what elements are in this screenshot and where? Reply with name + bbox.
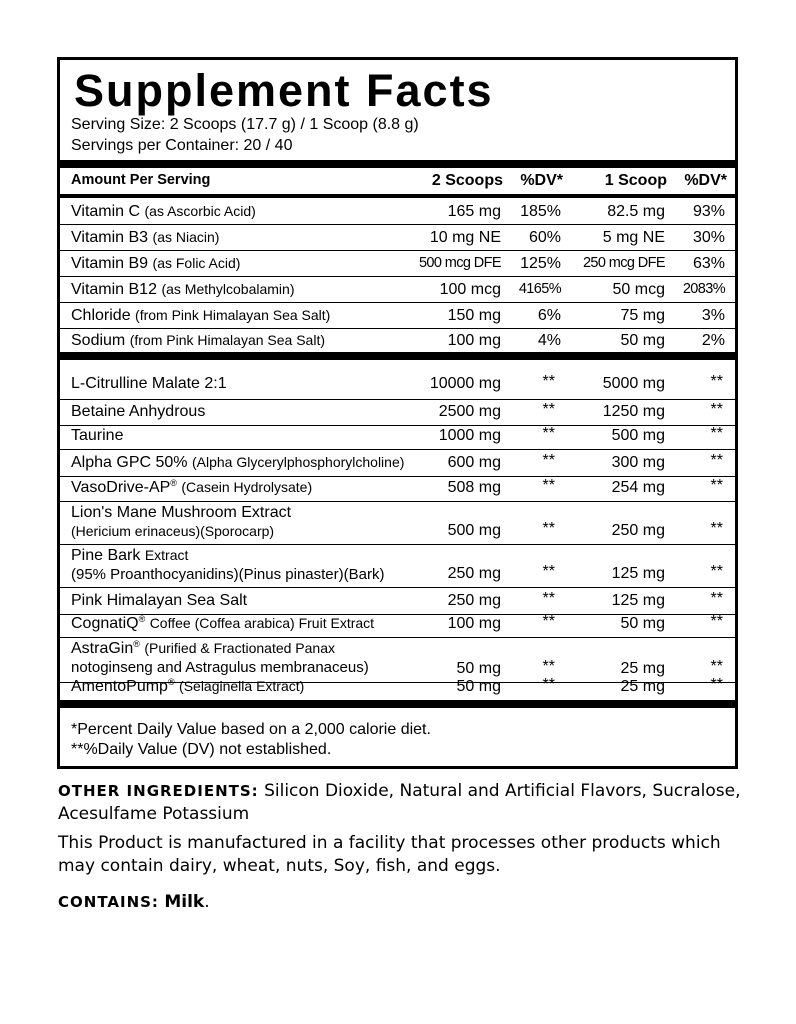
other-ingredients: [58, 780, 758, 826]
dv-2-scoops: **: [542, 658, 555, 675]
ingredient-name: [71, 640, 335, 658]
amount-2-scoops: 10000 mg: [429, 375, 501, 392]
dv-2-scoops: **: [542, 590, 555, 607]
other-ingredients-text: Silicon Dioxide, Natural and Artificial Flavors, Sucralose, Acesulfame Potassium: [58, 781, 741, 824]
serving-size: Serving Size: 2 Scoops (17.7 g) / 1 Scoop (8.8 g): [71, 116, 419, 133]
amount-2-scoops: 500 mg: [447, 522, 501, 539]
amount-per-serving-label: Amount Per Serving: [71, 172, 211, 188]
dv-2-scoops: **: [542, 425, 555, 442]
dv-1-scoop: **: [710, 613, 723, 630]
ingredient-row: [60, 544, 735, 587]
dv-1-scoop: **: [710, 676, 723, 693]
amount-1-scoop: 125 mg: [611, 565, 665, 582]
contains-end: .: [204, 892, 210, 912]
amount-2-scoops: 600 mg: [447, 454, 501, 471]
amount-2-scoops: 150 mg: [447, 307, 501, 324]
ingredient-row: [60, 614, 735, 637]
dv-2-scoops: **: [542, 373, 555, 390]
ingredient-name: [71, 403, 205, 421]
ingredient-detail-line2: (95% Proanthocyanidins)(Pinus pinaster)(Bark): [71, 566, 385, 583]
amount-1-scoop: 50 mg: [620, 332, 665, 349]
divider-thick: [60, 160, 735, 168]
nutrient-label: Chloride: [71, 307, 131, 324]
ingredient-label: AmentoPump: [71, 678, 168, 695]
amount-1-scoop: 500 mg: [611, 427, 665, 444]
dv-1-scoop: 3%: [701, 307, 725, 324]
amount-2-scoops: 100 mcg: [439, 281, 501, 298]
nutrient-source: (as Ascorbic Acid): [144, 203, 256, 219]
dv-2-scoops: 4%: [537, 332, 561, 349]
ingredient-detail: (Selaginella Extract): [179, 678, 305, 694]
dv-2-scoops: 125%: [520, 255, 561, 272]
servings-per-container: Servings per Container: 20 / 40: [71, 137, 293, 154]
vitamin-row: [60, 276, 735, 302]
vitamin-row: [60, 250, 735, 276]
amount-1-scoop: 5 mg NE: [602, 229, 665, 246]
nutrient-name: [71, 307, 330, 325]
amount-2-scoops: 165 mg: [447, 203, 501, 220]
ingredient-detail: (Purified & Fractionated Panax: [144, 640, 335, 656]
ingredient-name: [71, 592, 247, 610]
dv-1-scoop: **: [710, 452, 723, 469]
ingredient-label: Pink Himalayan Sea Salt: [71, 592, 248, 609]
amount-1-scoop: 75 mg: [620, 307, 665, 324]
amount-2-scoops: 50 mg: [456, 678, 501, 695]
vitamin-row: [60, 224, 735, 250]
ingredient-row: [60, 501, 735, 544]
amount-1-scoop: 1250 mg: [602, 403, 665, 420]
dv-2-scoops: 60%: [528, 229, 561, 246]
ingredient-label: Alpha GPC 50%: [71, 454, 188, 471]
column-header-row: [60, 169, 735, 194]
footnote-dv-not-established: **%Daily Value (DV) not established.: [71, 741, 332, 758]
registered-mark: ®: [138, 614, 146, 624]
amount-2-scoops: 50 mg: [456, 660, 501, 677]
col-dv2-header: %DV*: [684, 172, 727, 189]
amount-1-scoop: 300 mg: [611, 454, 665, 471]
amount-1-scoop: 250 mcg DFE: [582, 255, 665, 271]
ingredient-row: [60, 425, 735, 449]
registered-mark: ®: [170, 478, 177, 488]
ingredient-label: CognatiQ: [71, 615, 139, 632]
dv-2-scoops: **: [542, 520, 555, 537]
nutrient-name: [71, 332, 325, 350]
ingredient-label: Pine Bark: [71, 547, 141, 564]
dv-2-scoops: 4165%: [518, 281, 561, 297]
ingredient-name: [71, 504, 291, 522]
nutrient-source: (as Methylcobalamin): [161, 281, 295, 297]
facility-statement: This Product is manufactured in a facility that processes other products which may contain dairy, wheat, nuts, Soy, fish, and eggs.: [58, 833, 721, 876]
ingredient-row: [60, 476, 735, 501]
dv-1-scoop: **: [710, 425, 723, 442]
ingredient-detail: Extract: [144, 547, 189, 563]
ingredient-name: [71, 479, 312, 497]
ingredient-label: L-Citrulline Malate 2:1: [71, 375, 227, 392]
vitamin-row: [60, 198, 735, 224]
dv-1-scoop: 2%: [701, 332, 725, 349]
registered-mark: ®: [133, 639, 140, 649]
ingredient-name: [71, 678, 304, 696]
amount-1-scoop: 125 mg: [611, 592, 665, 609]
dv-2-scoops: 185%: [520, 203, 561, 220]
col-1-scoop-header: 1 Scoop: [604, 172, 667, 189]
nutrient-source: (from Pink Himalayan Sea Salt): [129, 332, 325, 348]
ingredient-name: [71, 454, 404, 472]
dv-2-scoops: **: [542, 613, 555, 630]
dv-2-scoops: **: [542, 401, 555, 418]
col-2-scoops-header: 2 Scoops: [431, 172, 503, 189]
amount-2-scoops: 250 mg: [447, 592, 501, 609]
ingredient-detail: (Casein Hydrolysate): [181, 479, 313, 495]
amount-1-scoop: 254 mg: [611, 479, 665, 496]
nutrient-label: Sodium: [71, 332, 126, 349]
amount-2-scoops: 250 mg: [447, 565, 501, 582]
amount-1-scoop: 25 mg: [620, 678, 665, 695]
amount-2-scoops: 10 mg NE: [429, 229, 501, 246]
dv-2-scoops: **: [542, 563, 555, 580]
contains-statement: [58, 891, 758, 914]
amount-1-scoop: 250 mg: [611, 522, 665, 539]
ingredient-detail: Coffee (Coffea arabica) Fruit Extract: [149, 615, 375, 631]
vitamin-row: [60, 327, 735, 353]
panel-title: Supplement Facts: [74, 65, 494, 116]
ingredient-label: Taurine: [71, 427, 124, 444]
amount-1-scoop: 50 mg: [620, 615, 665, 632]
divider-thick: [60, 700, 735, 708]
amount-2-scoops: 500 mcg DFE: [418, 255, 501, 271]
dv-1-scoop: **: [710, 590, 723, 607]
dv-1-scoop: 30%: [692, 229, 725, 246]
divider-thick: [60, 352, 735, 360]
dv-1-scoop: 63%: [692, 255, 725, 272]
contains-label: CONTAINS:: [58, 893, 159, 911]
dv-1-scoop: **: [710, 563, 723, 580]
vitamin-row: [60, 302, 735, 328]
amount-2-scoops: 1000 mg: [438, 427, 501, 444]
dv-2-scoops: **: [542, 452, 555, 469]
ingredient-label: Lion's Mane Mushroom Extract: [71, 504, 292, 521]
ingredient-row: [60, 676, 735, 700]
nutrient-name: [71, 281, 295, 299]
amount-2-scoops: 100 mg: [447, 615, 501, 632]
dv-1-scoop: **: [710, 520, 723, 537]
ingredient-name: [71, 547, 188, 565]
nutrient-label: Vitamin C: [71, 203, 141, 220]
ingredient-label: VasoDrive-AP: [71, 479, 171, 496]
dv-2-scoops: **: [542, 676, 555, 693]
amount-2-scoops: 508 mg: [447, 479, 501, 496]
nutrient-label: Vitamin B12: [71, 281, 157, 298]
ingredient-detail-line2: (Hericium erinaceus)(Sporocarp): [71, 523, 275, 539]
nutrient-label: Vitamin B9: [71, 255, 149, 272]
footnote-percent-dv: *Percent Daily Value based on a 2,000 calorie diet.: [71, 721, 431, 738]
nutrient-source: (from Pink Himalayan Sea Salt): [135, 307, 331, 323]
dv-1-scoop: 93%: [692, 203, 725, 220]
amount-1-scoop: 5000 mg: [602, 375, 665, 392]
amount-1-scoop: 25 mg: [620, 660, 665, 677]
registered-mark: ®: [167, 677, 175, 687]
ingredient-detail-line2: notoginseng and Astragulus membranaceus): [71, 659, 369, 676]
dv-1-scoop: **: [710, 373, 723, 390]
dv-1-scoop: 2083%: [682, 281, 725, 297]
col-dv1-header: %DV*: [520, 172, 563, 189]
ingredient-row: [60, 587, 735, 614]
ingredient-name: [71, 615, 374, 633]
nutrient-source: (as Folic Acid): [152, 255, 241, 271]
ingredient-name: [71, 375, 227, 393]
ingredient-detail: (Alpha Glycerylphosphorylcholine): [191, 454, 405, 470]
amount-1-scoop: 50 mcg: [612, 281, 665, 298]
ingredient-row: [60, 637, 735, 682]
dv-1-scoop: **: [710, 401, 723, 418]
nutrient-name: [71, 229, 219, 247]
dv-1-scoop: **: [710, 658, 723, 675]
dv-2-scoops: **: [542, 477, 555, 494]
ingredient-row: [60, 399, 735, 425]
nutrient-name: [71, 255, 240, 273]
nutrient-source: (as Niacin): [152, 229, 220, 245]
contains-allergen: Milk: [164, 892, 205, 912]
amount-2-scoops: 2500 mg: [438, 403, 501, 420]
ingredient-name: [71, 427, 123, 445]
ingredient-row: [60, 449, 735, 476]
supplement-facts-panel: [57, 57, 738, 769]
ingredient-label: Betaine Anhydrous: [71, 403, 206, 420]
nutrient-label: Vitamin B3: [71, 229, 149, 246]
ingredient-row: [60, 360, 735, 399]
dv-2-scoops: 6%: [537, 307, 561, 324]
amount-2-scoops: 100 mg: [447, 332, 501, 349]
other-ingredients-label: OTHER INGREDIENTS:: [58, 782, 259, 800]
amount-1-scoop: 82.5 mg: [607, 203, 665, 220]
dv-1-scoop: **: [710, 477, 723, 494]
ingredient-label: AstraGin: [71, 640, 134, 657]
nutrient-name: [71, 203, 256, 221]
